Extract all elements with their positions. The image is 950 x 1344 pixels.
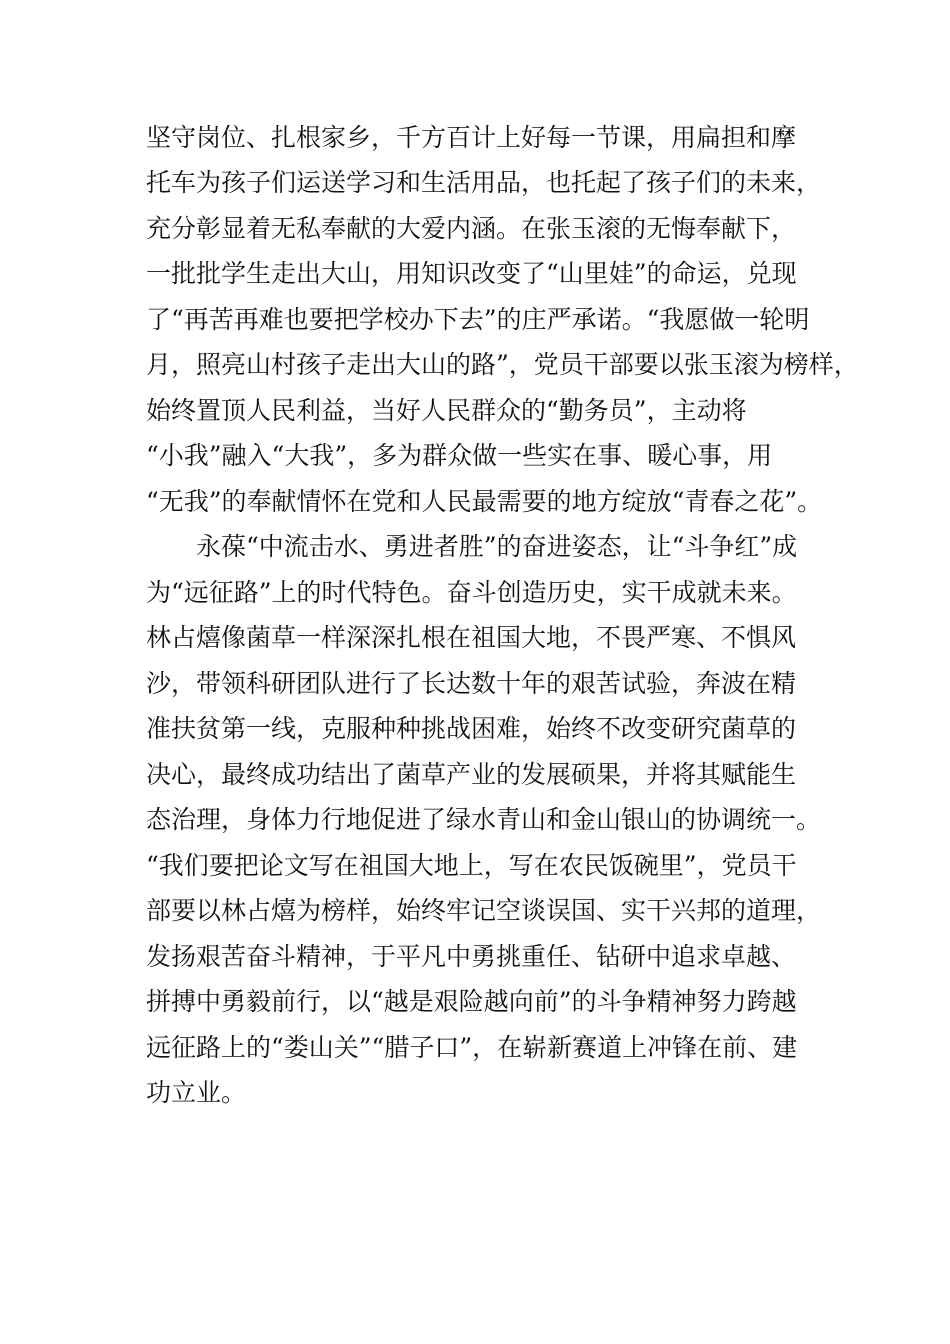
paragraph-1-line-9: “无我”的奉献情怀在党和人民最需要的地方绽放“青春之花”。: [146, 487, 823, 516]
paragraph-1-line-4: 一批批学生走出大山，用知识改变了“山里娃”的命运，兑现: [146, 259, 797, 288]
paragraph-1-line-7: 始终置顶人民利益，当好人民群众的“勤务员”，主动将: [146, 396, 747, 425]
paragraph-2-line-10: 发扬艰苦奋斗精神，于平凡中勇挑重任、钻研中追求卓越、: [146, 942, 797, 971]
paragraph-2-line-5: 准扶贫第一线，克服种种挑战困难，始终不改变研究菌草的: [146, 714, 797, 743]
paragraph-1-line-1: 坚守岗位、扎根家乡，千方百计上好每一节课，用扁担和摩: [146, 123, 797, 152]
paragraph-2-line-11: 拼搏中勇毅前行，以“越是艰险越向前”的斗争精神努力跨越: [146, 987, 797, 1016]
paragraph-1-line-3: 充分彰显着无私奉献的大爱内涵。在张玉滚的无悔奉献下，: [146, 214, 797, 243]
paragraph-2-line-7: 态治理，身体力行地促进了绿水青山和金山银山的协调统一。: [146, 805, 822, 834]
paragraph-2-line-9: 部要以林占熺为榜样，始终牢记空谈误国、实干兴邦的道理，: [146, 896, 822, 925]
paragraph-2-line-13: 功立业。: [146, 1078, 247, 1107]
paragraph-1-line-5: 了“再苦再难也要把学校办下去”的庄严承诺。“我愿做一轮明: [146, 305, 810, 334]
paragraph-2-line-8: “我们要把论文写在祖国大地上，写在农民饭碗里”，党员干: [146, 851, 797, 880]
paragraph-2-line-4: 沙，带领科研团队进行了长达数十年的艰苦试验，奔波在精: [146, 669, 797, 698]
paragraph-2-line-12: 远征路上的“娄山关”“腊子口”，在崭新赛道上冲锋在前、建: [146, 1033, 798, 1062]
paragraph-2-line-6: 决心，最终成功结出了菌草产业的发展硕果，并将其赋能生: [146, 760, 797, 789]
paragraph-1-line-2: 托车为孩子们运送学习和生活用品，也托起了孩子们的未来，: [146, 168, 822, 197]
paragraph-2-line-1: 永葆“中流击水、勇进者胜”的奋进姿态，让“斗争红”成: [196, 532, 798, 561]
paragraph-2-line-3: 林占熺像菌草一样深深扎根在祖国大地，不畏严寒、不惧风: [146, 623, 797, 652]
paragraph-1-line-8: “小我”融入“大我”，多为群众做一些实在事、暖心事，用: [146, 441, 773, 470]
paragraph-2-line-2: 为“远征路”上的时代特色。奋斗创造历史，实干成就未来。: [146, 578, 797, 607]
paragraph-1-line-6: 月，照亮山村孩子走出大山的路”，党员干部要以张玉滚为榜样，: [146, 350, 859, 379]
